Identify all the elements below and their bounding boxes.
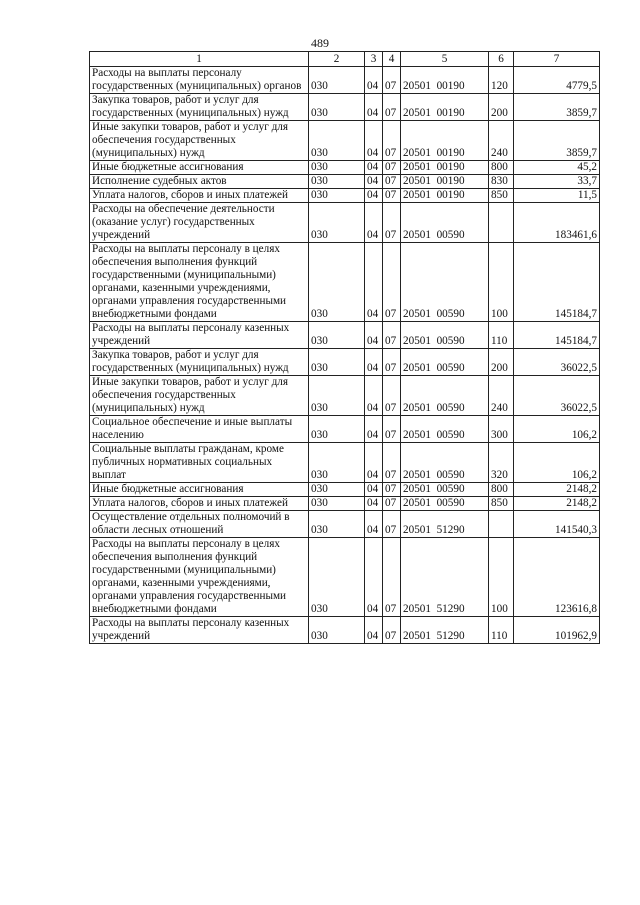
row-name: Расходы на выплаты персоналу в целях обеспечения выполнения функций государственными (муниципальными) органами, казенными учреждениями, органами управления государственными внебюджетными фондами (90, 538, 309, 617)
row-expense-type: 300 (489, 416, 514, 443)
row-target-article: 20501 51290 (401, 511, 489, 538)
row-expense-type: 110 (489, 617, 514, 644)
row-sum: 106,2 (514, 416, 600, 443)
table-row (90, 511, 600, 538)
row-sum: 11,5 (514, 189, 600, 203)
row-sum: 145184,7 (514, 322, 600, 349)
row-section: 04 (365, 322, 383, 349)
row-subsection: 07 (383, 416, 401, 443)
row-code: 030 (309, 203, 365, 243)
column-header: 2 (309, 52, 365, 67)
row-expense-type: 110 (489, 322, 514, 349)
table-row (90, 121, 600, 161)
row-target-article: 20501 00190 (401, 94, 489, 121)
row-name: Исполнение судебных актов (90, 175, 309, 189)
row-subsection: 07 (383, 483, 401, 497)
table-row (90, 322, 600, 349)
row-code: 030 (309, 175, 365, 189)
row-section: 04 (365, 416, 383, 443)
row-code: 030 (309, 161, 365, 175)
table-row (90, 175, 600, 189)
row-target-article: 20501 00190 (401, 161, 489, 175)
row-sum: 145184,7 (514, 243, 600, 322)
table-row (90, 483, 600, 497)
row-section: 04 (365, 497, 383, 511)
row-section: 04 (365, 443, 383, 483)
row-expense-type: 120 (489, 67, 514, 94)
row-target-article: 20501 00590 (401, 376, 489, 416)
row-target-article: 20501 51290 (401, 538, 489, 617)
row-section: 04 (365, 189, 383, 203)
row-subsection: 07 (383, 94, 401, 121)
row-name: Расходы на выплаты персоналу в целях обеспечения выполнения функций государственными (муниципальными) органами, казенными учреждениями, органами управления государственными внебюджетными фондами (90, 243, 309, 322)
row-target-article: 20501 00590 (401, 203, 489, 243)
row-code: 030 (309, 497, 365, 511)
row-target-article: 20501 00590 (401, 322, 489, 349)
row-sum: 4779,5 (514, 67, 600, 94)
row-name: Уплата налогов, сборов и иных платежей (90, 189, 309, 203)
row-code: 030 (309, 94, 365, 121)
row-target-article: 20501 00590 (401, 416, 489, 443)
table-row (90, 189, 600, 203)
row-target-article: 20501 51290 (401, 617, 489, 644)
row-section: 04 (365, 203, 383, 243)
row-sum: 45,2 (514, 161, 600, 175)
row-sum: 2148,2 (514, 483, 600, 497)
row-expense-type (489, 203, 514, 243)
row-code: 030 (309, 376, 365, 416)
row-target-article: 20501 00590 (401, 349, 489, 376)
row-name: Осуществление отдельных полномочий в области лесных отношений (90, 511, 309, 538)
row-name: Иные закупки товаров, работ и услуг для обеспечения государственных (муниципальных) нужд (90, 121, 309, 161)
row-subsection: 07 (383, 497, 401, 511)
budget-table (89, 51, 600, 644)
row-sum: 183461,6 (514, 203, 600, 243)
row-sum: 36022,5 (514, 376, 600, 416)
row-code: 030 (309, 617, 365, 644)
row-name: Закупка товаров, работ и услуг для государственных (муниципальных) нужд (90, 349, 309, 376)
row-target-article: 20501 00590 (401, 497, 489, 511)
row-name: Расходы на обеспечение деятельности (оказание услуг) государственных учреждений (90, 203, 309, 243)
row-name: Иные бюджетные ассигнования (90, 161, 309, 175)
row-name: Иные закупки товаров, работ и услуг для обеспечения государственных (муниципальных) нужд (90, 376, 309, 416)
row-section: 04 (365, 538, 383, 617)
row-name: Социальное обеспечение и иные выплаты населению (90, 416, 309, 443)
row-expense-type: 320 (489, 443, 514, 483)
row-name: Уплата налогов, сборов и иных платежей (90, 497, 309, 511)
row-expense-type: 100 (489, 538, 514, 617)
row-code: 030 (309, 538, 365, 617)
row-expense-type: 240 (489, 121, 514, 161)
row-subsection: 07 (383, 511, 401, 538)
row-name: Расходы на выплаты персоналу казенных учреждений (90, 322, 309, 349)
row-code: 030 (309, 443, 365, 483)
table-row (90, 376, 600, 416)
row-sum: 123616,8 (514, 538, 600, 617)
table-row (90, 443, 600, 483)
row-name: Расходы на выплаты персоналу казенных учреждений (90, 617, 309, 644)
row-expense-type: 850 (489, 189, 514, 203)
row-section: 04 (365, 161, 383, 175)
row-expense-type: 200 (489, 94, 514, 121)
row-expense-type: 100 (489, 243, 514, 322)
row-sum: 36022,5 (514, 349, 600, 376)
row-target-article: 20501 00590 (401, 243, 489, 322)
row-section: 04 (365, 483, 383, 497)
row-section: 04 (365, 175, 383, 189)
row-sum: 3859,7 (514, 94, 600, 121)
row-target-article: 20501 00190 (401, 67, 489, 94)
row-expense-type: 800 (489, 161, 514, 175)
table-row (90, 203, 600, 243)
row-target-article: 20501 00190 (401, 175, 489, 189)
column-header: 1 (90, 52, 309, 67)
row-sum: 33,7 (514, 175, 600, 189)
table-row (90, 94, 600, 121)
table-row (90, 497, 600, 511)
row-subsection: 07 (383, 538, 401, 617)
column-header: 6 (489, 52, 514, 67)
row-section: 04 (365, 617, 383, 644)
row-sum: 3859,7 (514, 121, 600, 161)
table-row (90, 617, 600, 644)
page-number: 489 (311, 36, 329, 50)
column-header: 7 (514, 52, 600, 67)
row-sum: 106,2 (514, 443, 600, 483)
row-section: 04 (365, 67, 383, 94)
table-row (90, 161, 600, 175)
table-row (90, 67, 600, 94)
row-target-article: 20501 00590 (401, 483, 489, 497)
row-code: 030 (309, 67, 365, 94)
row-subsection: 07 (383, 617, 401, 644)
row-section: 04 (365, 376, 383, 416)
row-section: 04 (365, 243, 383, 322)
row-expense-type (489, 511, 514, 538)
row-subsection: 07 (383, 175, 401, 189)
column-header: 5 (401, 52, 489, 67)
row-target-article: 20501 00190 (401, 189, 489, 203)
row-subsection: 07 (383, 243, 401, 322)
row-name: Закупка товаров, работ и услуг для государственных (муниципальных) нужд (90, 94, 309, 121)
row-section: 04 (365, 511, 383, 538)
row-name: Иные бюджетные ассигнования (90, 483, 309, 497)
row-sum: 101962,9 (514, 617, 600, 644)
row-code: 030 (309, 416, 365, 443)
column-header: 4 (383, 52, 401, 67)
column-header: 3 (365, 52, 383, 67)
row-section: 04 (365, 94, 383, 121)
row-subsection: 07 (383, 203, 401, 243)
row-code: 030 (309, 511, 365, 538)
row-subsection: 07 (383, 322, 401, 349)
row-subsection: 07 (383, 189, 401, 203)
row-subsection: 07 (383, 349, 401, 376)
row-expense-type: 850 (489, 497, 514, 511)
row-sum: 141540,3 (514, 511, 600, 538)
row-subsection: 07 (383, 376, 401, 416)
row-expense-type: 800 (489, 483, 514, 497)
row-code: 030 (309, 349, 365, 376)
row-section: 04 (365, 349, 383, 376)
row-subsection: 07 (383, 161, 401, 175)
row-name: Расходы на выплаты персоналу государственных (муниципальных) органов (90, 67, 309, 94)
row-code: 030 (309, 322, 365, 349)
row-target-article: 20501 00190 (401, 121, 489, 161)
row-code: 030 (309, 483, 365, 497)
row-subsection: 07 (383, 67, 401, 94)
row-name: Социальные выплаты гражданам, кроме публичных нормативных социальных выплат (90, 443, 309, 483)
row-subsection: 07 (383, 443, 401, 483)
table-row (90, 416, 600, 443)
row-expense-type: 830 (489, 175, 514, 189)
row-expense-type: 240 (489, 376, 514, 416)
row-code: 030 (309, 121, 365, 161)
table-row (90, 243, 600, 322)
row-code: 030 (309, 243, 365, 322)
table-row (90, 349, 600, 376)
header-row (90, 52, 600, 67)
row-expense-type: 200 (489, 349, 514, 376)
row-section: 04 (365, 121, 383, 161)
row-subsection: 07 (383, 121, 401, 161)
row-sum: 2148,2 (514, 497, 600, 511)
table-row (90, 538, 600, 617)
row-target-article: 20501 00590 (401, 443, 489, 483)
row-code: 030 (309, 189, 365, 203)
